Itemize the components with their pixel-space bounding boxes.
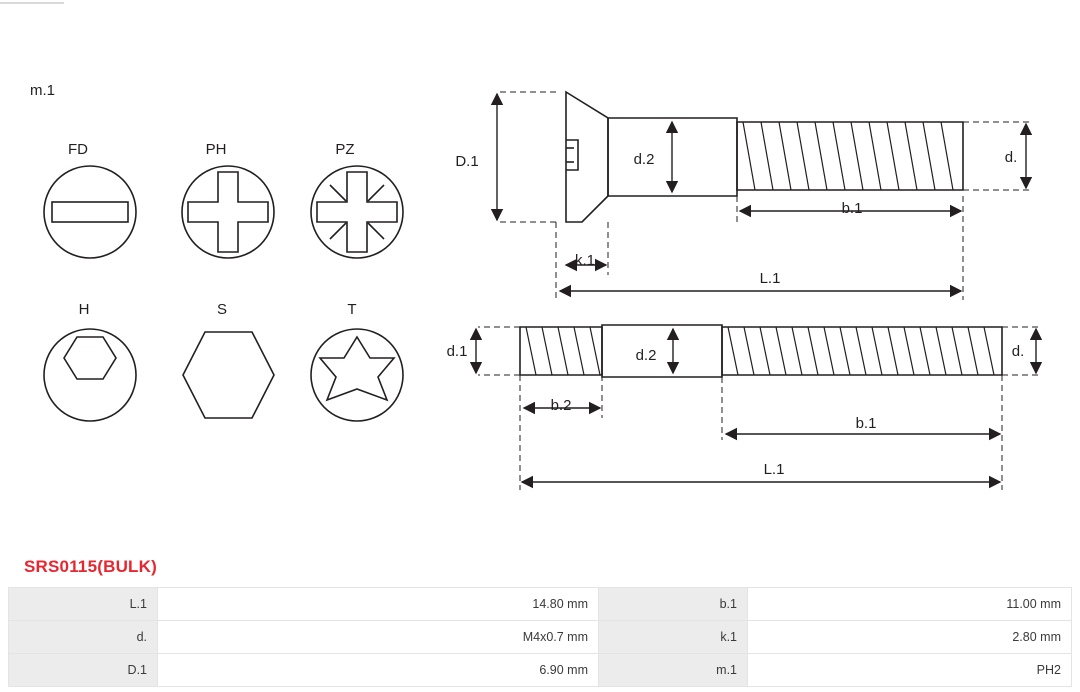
dim-label-D1: D.1: [455, 153, 479, 170]
spec-key: k.1: [599, 621, 748, 654]
part-number: SRS0115(BULK): [24, 557, 157, 576]
head-type-t: [311, 329, 403, 421]
label-head-t: T: [347, 301, 357, 318]
dim-label-d2-screw: d.2: [633, 151, 655, 168]
stud-profile: [520, 325, 1002, 377]
spec-value: 11.00 mm: [748, 588, 1072, 621]
dim-label-b2-stud: b.2: [550, 397, 572, 414]
label-head-fd: FD: [68, 141, 88, 158]
spec-value: 14.80 mm: [158, 588, 599, 621]
label-head-pz: PZ: [335, 141, 355, 158]
dim-label-L1-screw: L.1: [759, 270, 781, 287]
spec-key: D.1: [9, 654, 158, 687]
label-head-ph: PH: [205, 141, 227, 158]
spec-key: d.: [9, 621, 158, 654]
screw-profile: [566, 92, 963, 222]
table-row: [9, 621, 1072, 654]
label-head-h: H: [78, 301, 90, 318]
dim-label-d-stud: d.: [1011, 343, 1025, 360]
dim-label-b1-stud: b.1: [855, 415, 877, 432]
spec-key: m.1: [599, 654, 748, 687]
head-type-ph: [182, 166, 274, 258]
spec-value: 2.80 mm: [748, 621, 1072, 654]
dim-label-d-screw: d.: [1004, 149, 1018, 166]
head-type-pz: [311, 166, 403, 258]
dim-label-d1-stud: d.1: [446, 343, 468, 360]
label-head-s: S: [216, 301, 228, 318]
dim-label-b1-screw: b.1: [841, 200, 863, 217]
spec-value: M4x0.7 mm: [158, 621, 599, 654]
table-row: [9, 588, 1072, 621]
dim-label-k1: k.1: [574, 252, 596, 269]
table-row: [9, 654, 1072, 687]
spec-value: PH2: [748, 654, 1072, 687]
head-type-h: [44, 329, 136, 421]
head-type-fd: [44, 166, 136, 258]
spec-key: b.1: [599, 588, 748, 621]
head-type-s: [183, 332, 274, 418]
specifications-table: [8, 587, 1072, 687]
label-m1: m.1: [30, 82, 56, 99]
dim-label-L1-stud: L.1: [763, 461, 785, 478]
spec-value: 6.90 mm: [158, 654, 599, 687]
dim-label-d2-stud: d.2: [635, 347, 657, 364]
spec-key: L.1: [9, 588, 158, 621]
